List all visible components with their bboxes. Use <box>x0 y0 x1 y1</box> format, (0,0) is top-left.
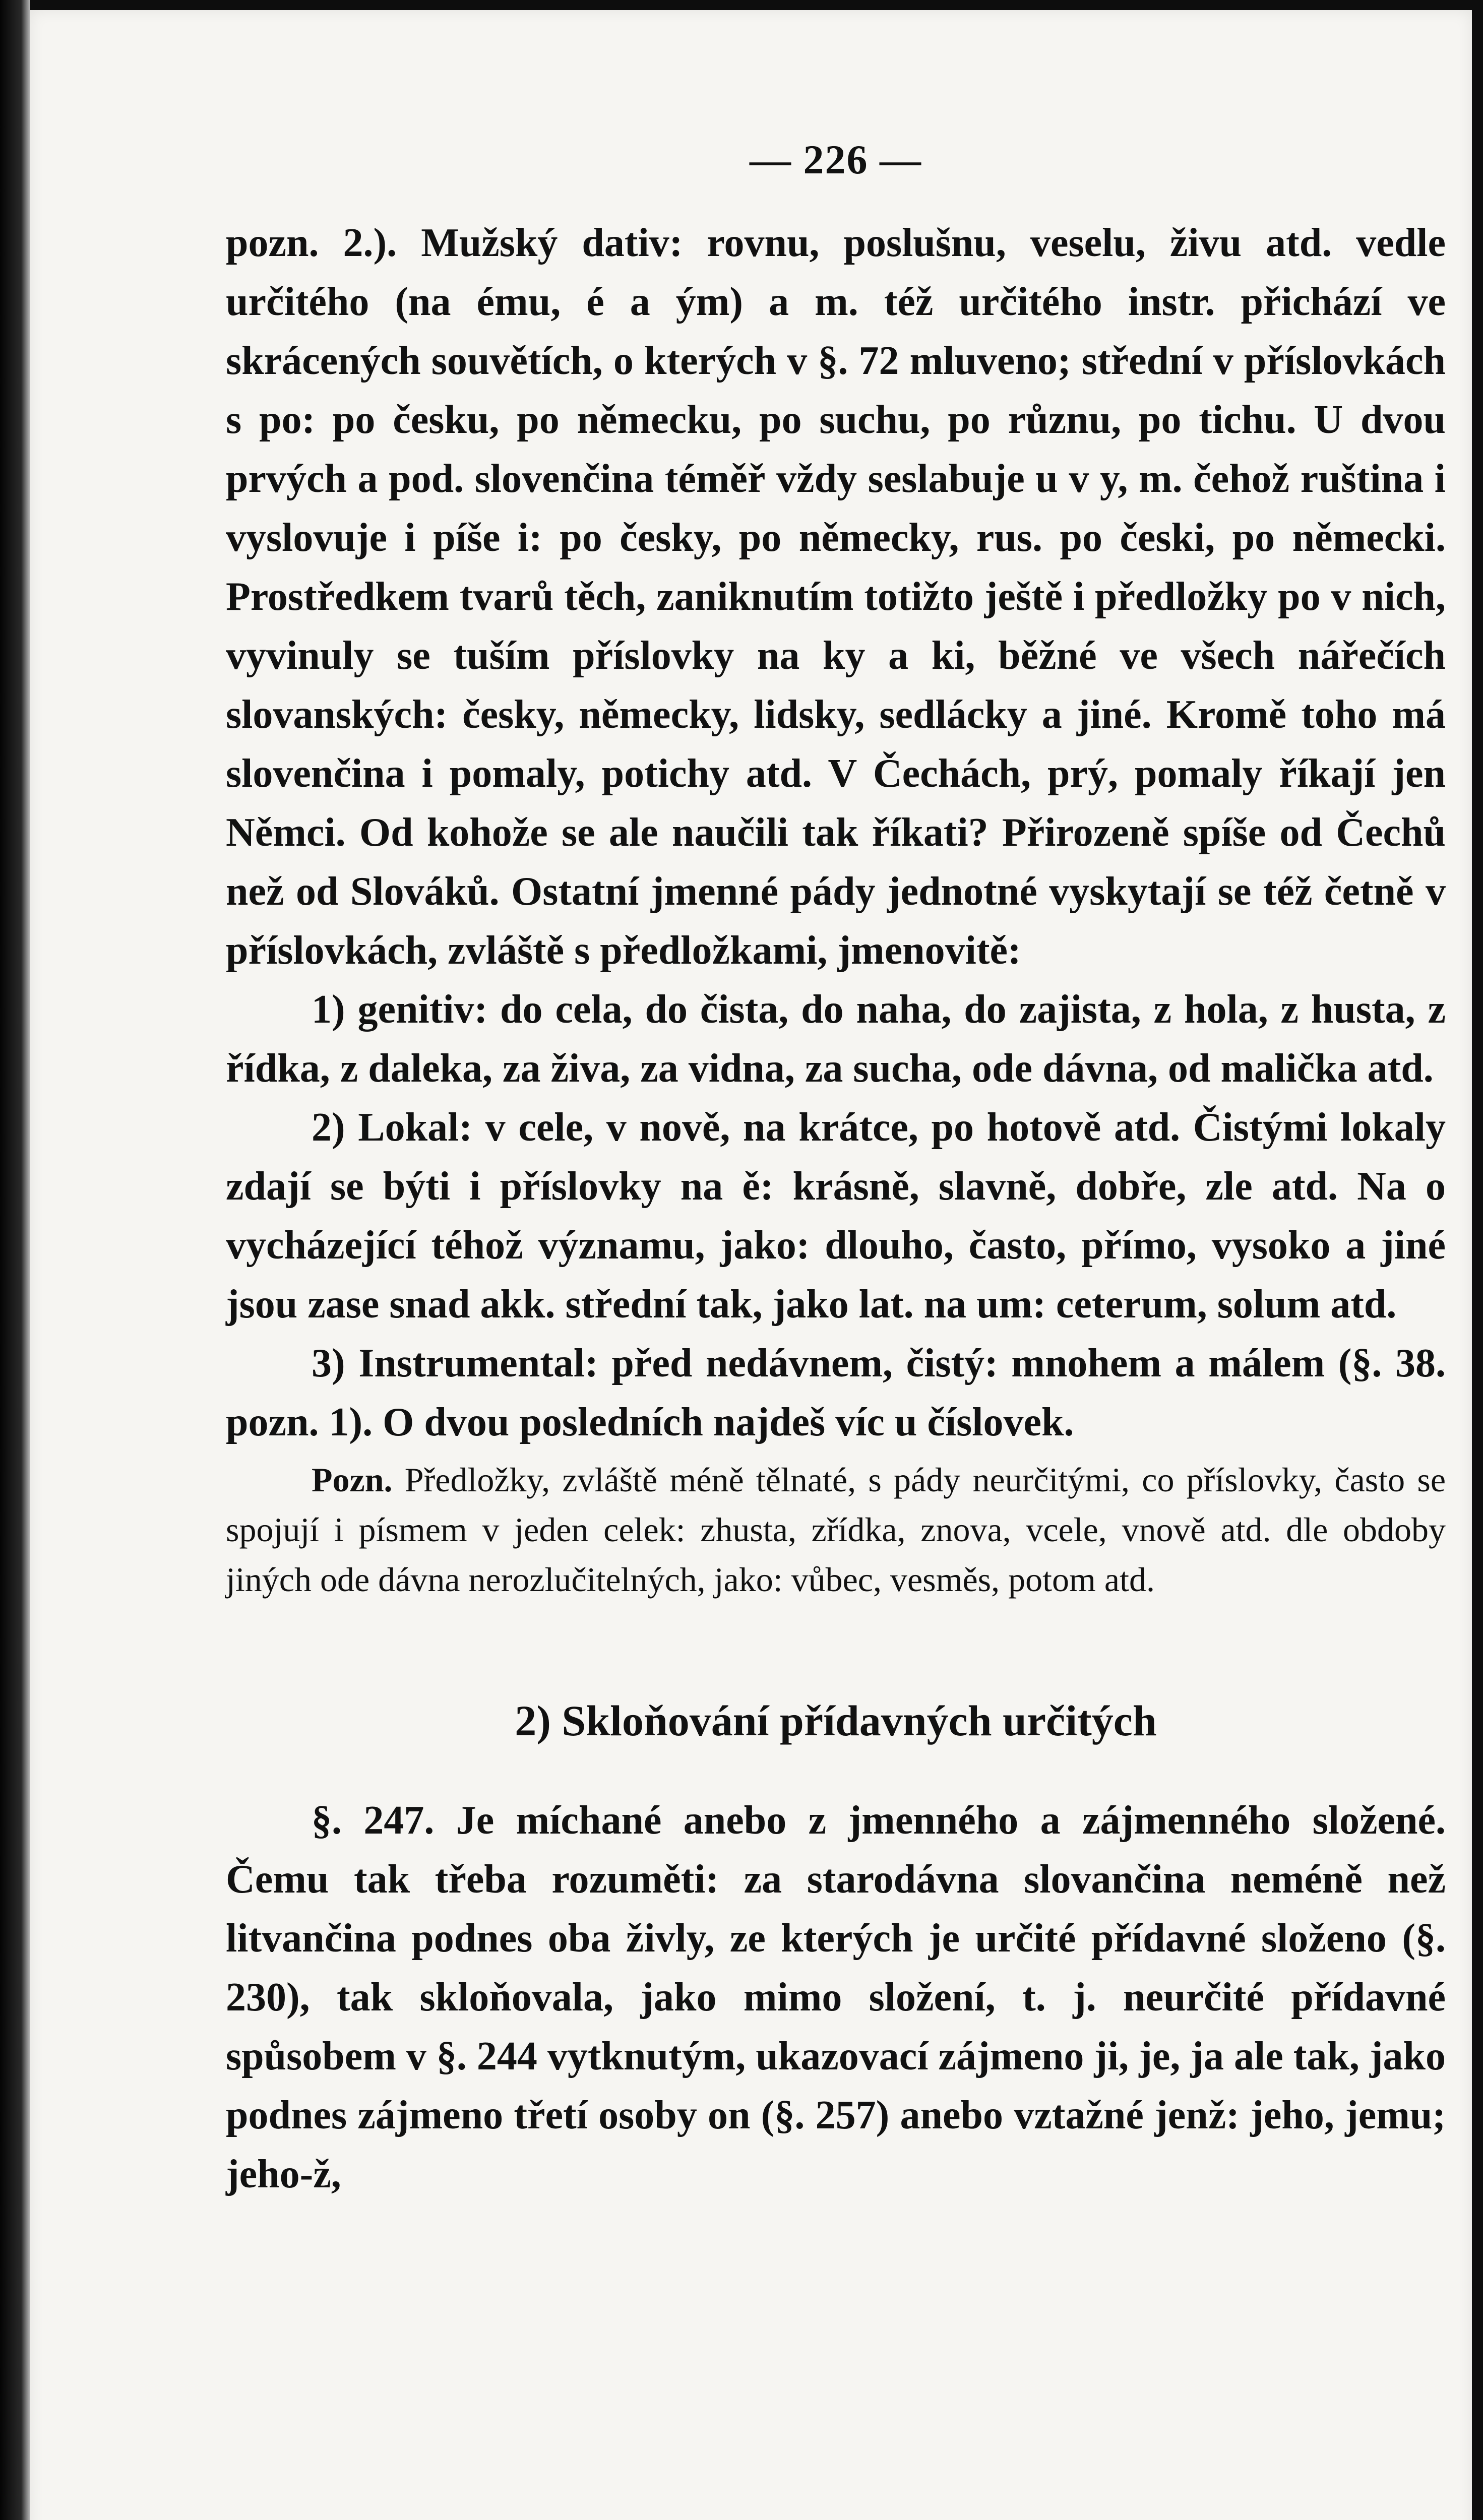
paragraph-247: §. 247. Je míchané anebo z jmenného a zájmenného složené. Čemu tak třeba rozuměti: za starodávna slovančina neméně než litvančina podnes oba živly, ze kterých je určité přídavné složeno (§. 230), tak skloňovala, jako mimo složení, t. j. neurčité přídavné spůsobem v §. 244 vytknutým, ukazovací zájmeno ji, je, ja ale tak, jako podnes zájmeno třetí osoby on (§. 257) anebo vztažné jenž: jeho, jemu; jeho-ž, <box>226 1798 1446 2196</box>
paragraph-instrumental: 3) Instrumental: před nedávnem, čistý: mnohem a málem (§. 38. pozn. 1). O dvou posledních najdeš víc u číslovek. <box>226 1341 1446 1444</box>
page-number: — 226 — <box>750 137 922 182</box>
note-text: Předložky, zvláště méně tělnaté, s pády neurčitými, co příslovky, často se spojují i písmem v jeden celek: zhusta, zřídka, znova, vcele, vnově atd. dle obdoby jiných ode dávna nerozlučitelných, jako: vůbec, vesměs, potom atd. <box>226 1461 1446 1599</box>
paragraph-genitive: 1) genitiv: do cela, do čista, do naha, do zajista, z hola, z husta, z řídka, z daleka, za živa, za vidna, za sucha, ode dávna, od malička atd. <box>226 987 1446 1091</box>
page-content <box>226 136 1446 2204</box>
paragraph-locative: 2) Lokal: v cele, v nově, na krátce, po hotově atd. Čistými lokaly zdají se býti i příslovky na ě: krásně, slavně, dobře, zle atd. Na o vycházející téhož významu, jako: dlouho, často, přímo, vysoko a jiné jsou zase snad akk. střední tak, jako lat. na um: ceterum, solum atd. <box>226 1105 1446 1327</box>
scan-dark-edge <box>0 0 30 2520</box>
note-lead: Pozn. <box>312 1461 393 1499</box>
book-page <box>30 10 1472 2520</box>
section-heading: 2) Skloňování přídavných určitých <box>515 1696 1157 1745</box>
footnote-remark <box>226 1455 1446 1605</box>
paragraph-continuation: pozn. 2.). Mužský dativ: rovnu, poslušnu, veselu, živu atd. vedle určitého (na ému, é a ým) a m. též určitého instr. přichází ve skrácených souvětích, o kterých v §. 72 mluveno; střední v příslovkách s po: po česku, po německu, po suchu, po různu, po tichu. U dvou prvých a pod. slovenčina téměř vždy seslabuje u v y, m. čehož ruština i vyslovuje i píše i: po česky, po německy, rus. po česki, po německi. Prostředkem tvarů těch, zaniknutím totižto ještě i předložky po v nich, vyvinuly se tuším příslovky na ky a ki, běžné ve všech nářečích slovanských: česky, německy, lidsky, sedlácky a jiné. Kromě toho má slovenčina i pomaly, potichy atd. V Čechách, prý, pomaly říkají jen Němci. Od kohože se ale naučili tak říkati? Přirozeně spíše od Čechů než od Slováků. Ostatní jmenné pády jednotné vyskytají se též četně v příslovkách, zvláště s předložkami, jmenovitě: <box>226 221 1446 973</box>
